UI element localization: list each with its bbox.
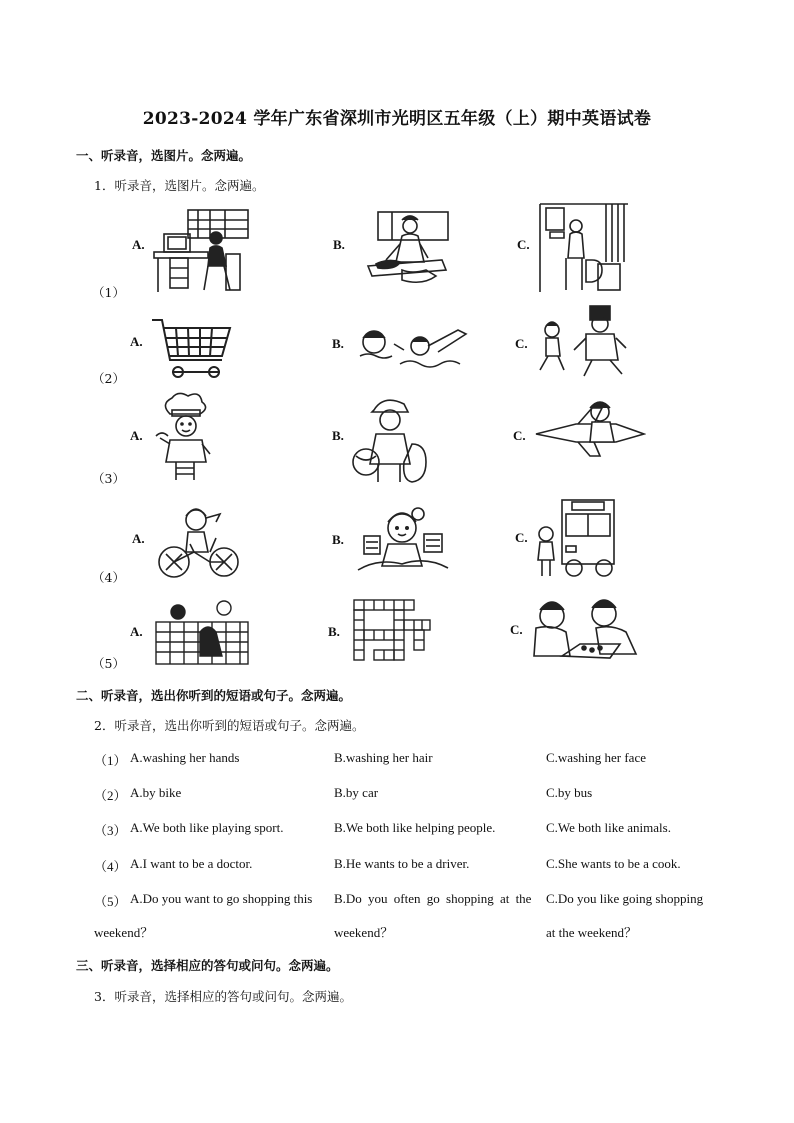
option-letter: A. (130, 334, 143, 349)
playing-volleyball-icon[interactable] (152, 598, 250, 666)
crossword-puzzle-icon[interactable] (352, 598, 432, 662)
question-2: 2．听录音，选出你听到的短语或句子。念两遍。 (94, 718, 365, 733)
desk-computer-reading-icon[interactable] (150, 208, 254, 294)
people-running-icon[interactable] (536, 304, 632, 378)
option-a[interactable]: A.washing her hands (130, 750, 240, 765)
option-letter: A. (130, 428, 143, 443)
row-number: （2） (92, 371, 125, 386)
girl-reading-books-icon[interactable] (356, 504, 450, 576)
children-swimming-icon[interactable] (352, 320, 472, 374)
row-number: （1） (92, 285, 125, 300)
shopping-cart-icon[interactable] (150, 316, 234, 380)
option-letter: B. (333, 237, 345, 252)
option-b[interactable]: B.We both like helping people. (334, 820, 496, 835)
row-number: （3） (92, 471, 125, 486)
option-letter: A. (130, 624, 143, 639)
option-letter: C. (517, 237, 530, 252)
option-b-continued[interactable]: weekend？ (334, 925, 394, 940)
bathroom-washing-icon[interactable] (536, 202, 632, 294)
row-number: （5） (92, 656, 125, 671)
section-1-heading: 一、听录音，选图片。念两遍。 (76, 148, 252, 163)
section-2-heading: 二、听录音，选出你听到的短语或句子。念两遍。 (76, 688, 352, 703)
bus-driver-icon[interactable] (530, 496, 618, 580)
page-title: 2023-2024 学年广东省深圳市光明区五年级（上）期中英语试卷 (142, 109, 652, 129)
option-c[interactable]: C.Do you like going shopping (546, 891, 704, 906)
question-1: 1．听录音，选图片。念两遍。 (94, 178, 265, 193)
children-playing-chess-icon[interactable] (528, 598, 646, 662)
option-a[interactable]: A.We both like playing sport. (130, 820, 284, 835)
section-3-heading: 三、听录音，选择相应的答句或问句。念两遍。 (76, 958, 339, 973)
option-letter: C. (510, 622, 523, 637)
option-c[interactable]: C.washing her face (546, 750, 646, 765)
option-letter: B. (332, 336, 344, 351)
option-a[interactable]: A.I want to be a doctor. (130, 856, 253, 871)
option-letter: B. (332, 428, 344, 443)
option-c[interactable]: C.She wants to be a cook. (546, 856, 681, 871)
option-letter: C. (515, 530, 528, 545)
option-c-continued[interactable]: at the weekend？ (546, 925, 637, 940)
option-letter: B. (328, 624, 340, 639)
row-number: （3） (94, 823, 127, 838)
option-letter: B. (332, 532, 344, 547)
option-b[interactable]: B.Do you often go shopping at the (334, 891, 532, 906)
option-a-continued[interactable]: weekend？ (94, 925, 154, 940)
question-3: 3．听录音，选择相应的答句或问句。念两遍。 (94, 989, 352, 1004)
option-b[interactable]: B.He wants to be a driver. (334, 856, 470, 871)
row-number: （1） (94, 753, 127, 768)
girl-riding-bike-icon[interactable] (158, 502, 240, 580)
pilot-plane-icon[interactable] (534, 398, 646, 460)
option-letter: A. (132, 237, 145, 252)
row-number: （4） (92, 570, 125, 585)
option-letter: C. (513, 428, 526, 443)
option-c[interactable]: C.by bus (546, 785, 593, 800)
option-b[interactable]: B.by car (334, 785, 379, 800)
option-letter: C. (515, 336, 528, 351)
row-number: （5） (94, 894, 127, 909)
row-number: （2） (94, 788, 127, 803)
chef-cook-icon[interactable] (154, 392, 216, 482)
option-b[interactable]: B.washing her hair (334, 750, 433, 765)
option-a[interactable]: A.by bike (130, 785, 182, 800)
option-a[interactable]: A.Do you want to go shopping this (130, 891, 313, 906)
row-number: （4） (94, 859, 127, 874)
option-c[interactable]: C.We both like animals. (546, 820, 671, 835)
option-letter: A. (132, 531, 145, 546)
woman-ironing-clothes-icon[interactable] (362, 210, 450, 290)
delivery-man-icon[interactable] (352, 392, 434, 484)
